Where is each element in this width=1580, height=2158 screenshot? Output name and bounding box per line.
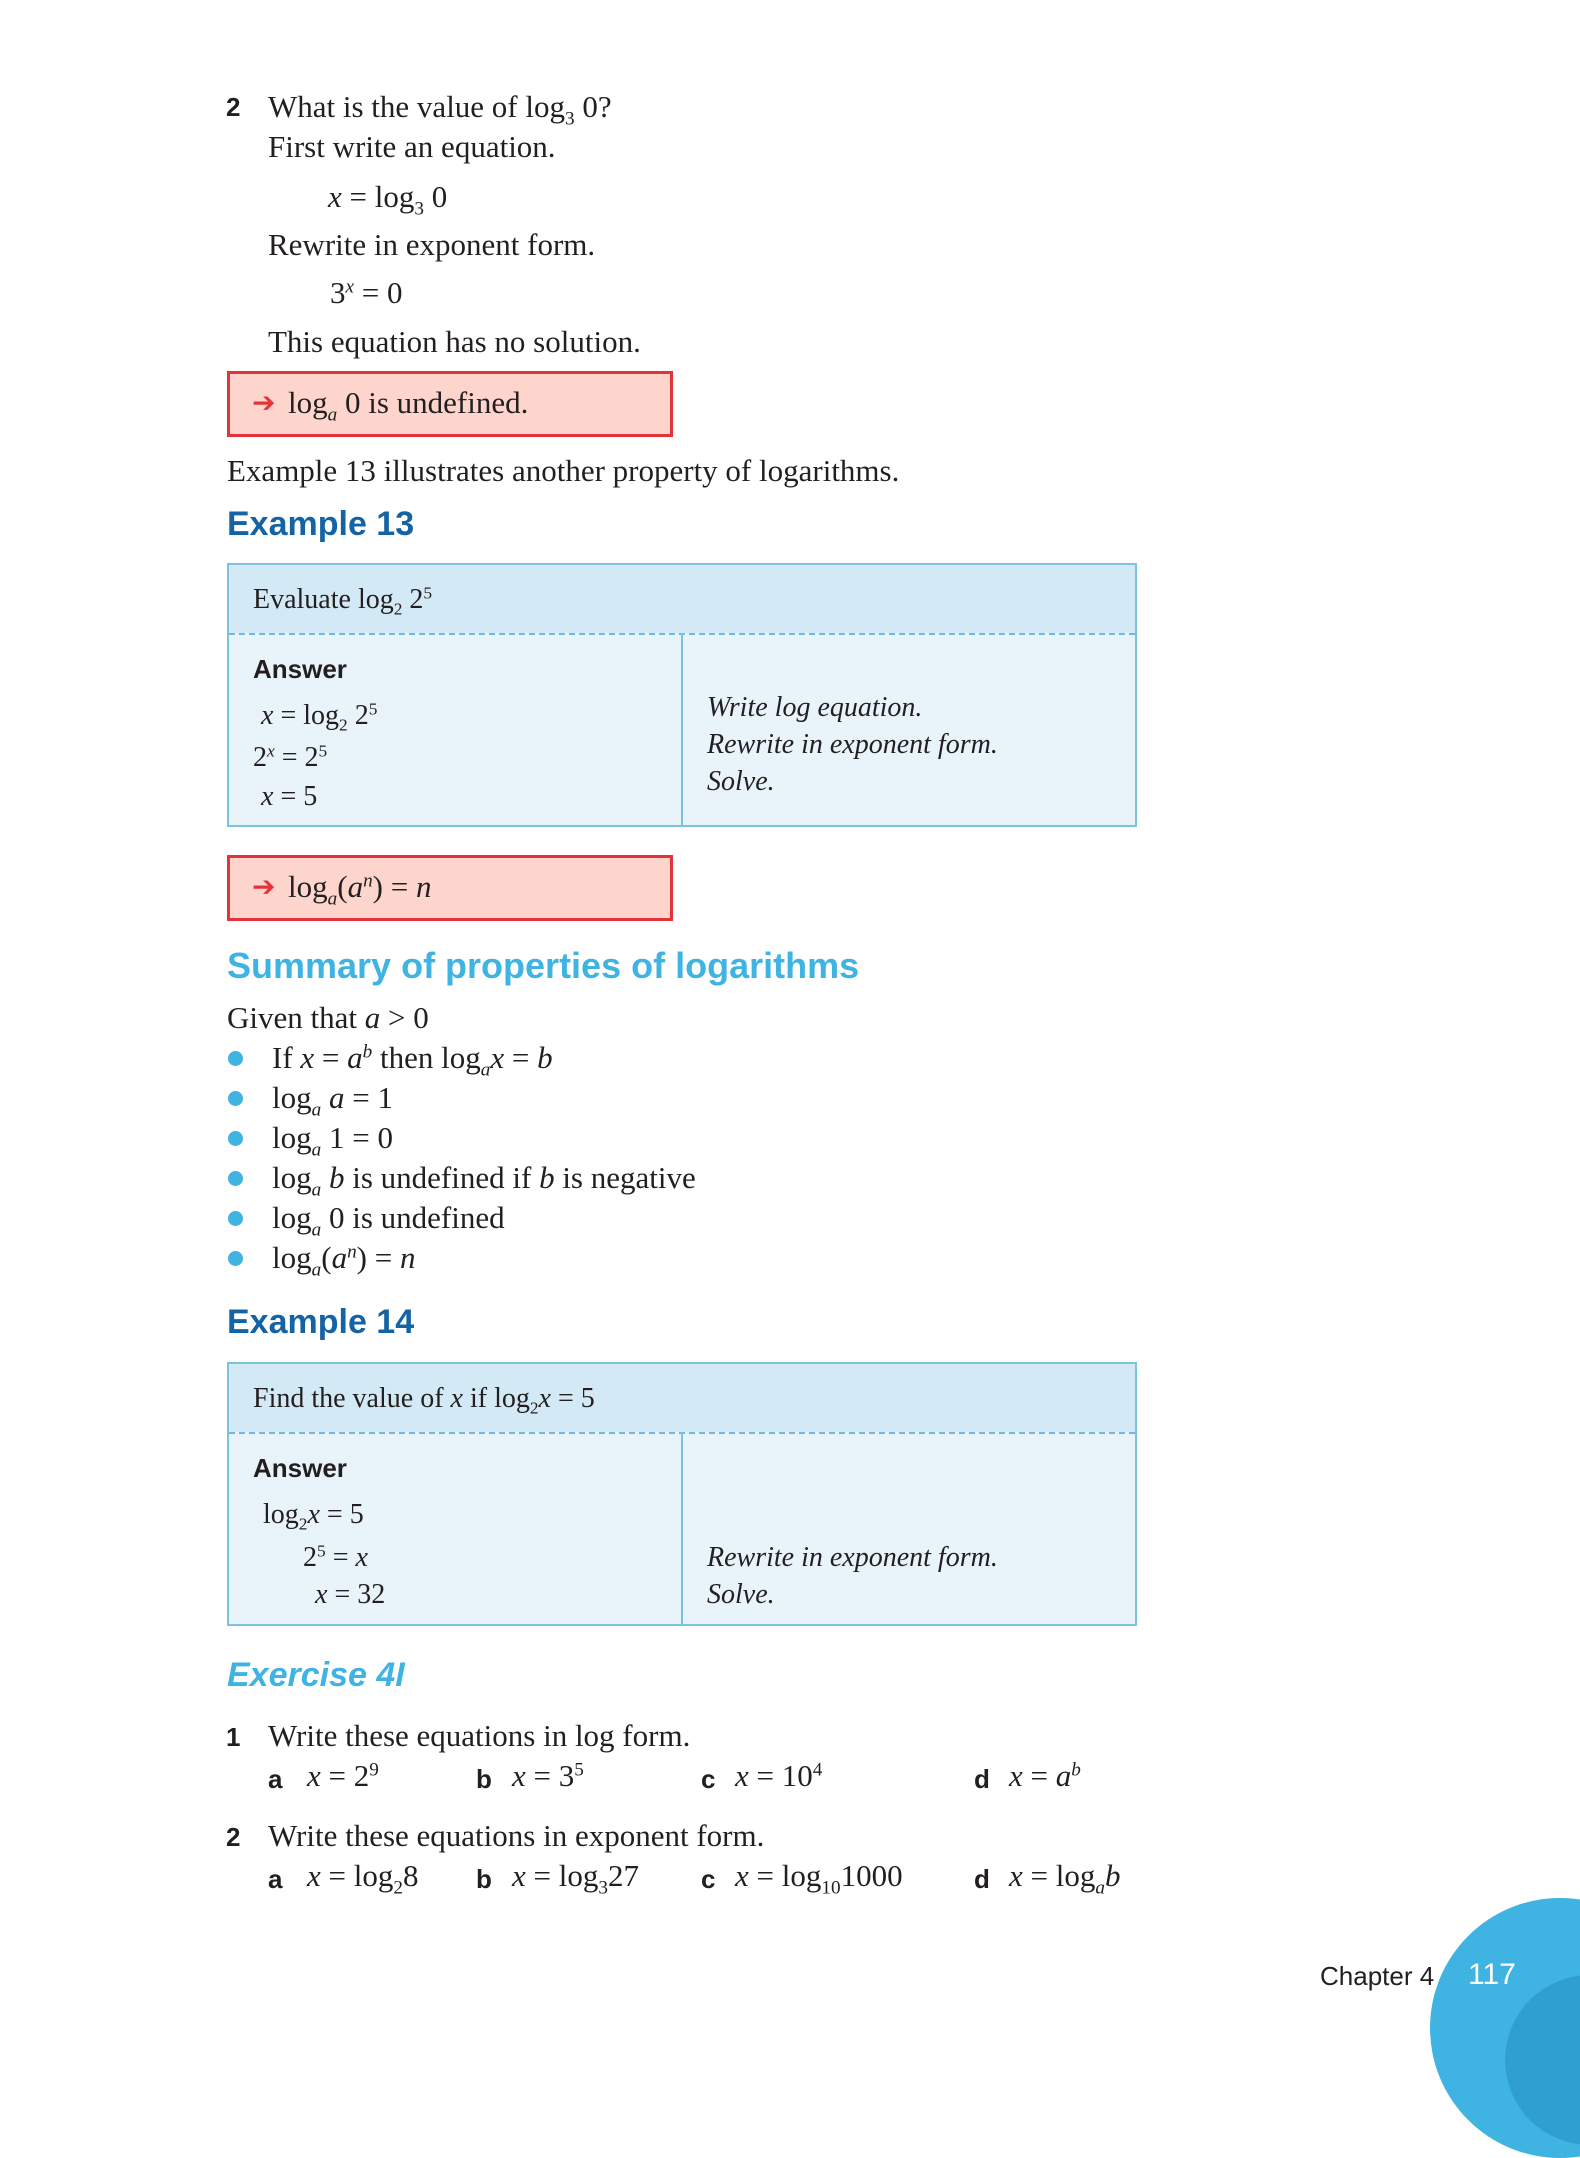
answer-step: x = 32	[315, 1579, 386, 1610]
example-question: Evaluate $\log_2 2^5$	[253, 583, 433, 619]
property-item: $\log_a 0$ is undefined	[272, 1200, 505, 1241]
bullet-icon	[228, 1171, 243, 1186]
conclusion-text: This equation has no solution.	[268, 324, 641, 359]
answer-step: $x = \log_2 2^5$	[261, 699, 378, 735]
exercise-part: $x = \log_327$	[512, 1858, 639, 1899]
explanation-note: Solve.	[707, 766, 775, 797]
answer-step: $2^x = 2^5$	[253, 741, 328, 773]
property-item: If $x = a^b$ then $\log_ax = b$	[272, 1040, 553, 1081]
arrow-right-icon: ➔	[252, 870, 276, 903]
example-heading: Example 13	[227, 505, 415, 543]
column-divider	[681, 1432, 683, 1626]
bullet-icon	[228, 1251, 243, 1266]
log-equation: $x = \log_3 0$	[328, 179, 448, 220]
exercise-heading: Exercise 4I	[227, 1656, 405, 1694]
exponent-equation: $3^x = 0$	[330, 275, 403, 310]
property-item: $\log_a b$ is undefined if b is negative	[272, 1160, 696, 1201]
bullet-icon	[228, 1051, 243, 1066]
property-item: $\log_a a = 1$	[272, 1080, 393, 1121]
property-item: $\log_a(a^n) = n$	[272, 1240, 416, 1281]
exercise-part: $x = 10^4$	[735, 1758, 823, 1793]
bullet-icon	[228, 1211, 243, 1226]
explanation-note: Rewrite in exponent form.	[707, 729, 998, 760]
given-text: Given that a > 0	[227, 1000, 429, 1035]
instruction-text: Rewrite in exponent form.	[268, 227, 596, 262]
exercise-part: $x = a^b$	[1009, 1758, 1081, 1793]
explanation-note: Write log equation.	[707, 692, 923, 723]
page-number: 117	[1468, 1958, 1516, 1991]
question-number: 2	[226, 1822, 241, 1852]
part-label: c	[701, 1764, 716, 1794]
part-label: d	[974, 1764, 990, 1794]
exercise-question: Write these equations in exponent form.	[268, 1818, 765, 1853]
exercise-part: $x = 2^9$	[307, 1758, 379, 1793]
exercise-part: $x = \log_ab$	[1009, 1858, 1121, 1899]
example-box	[227, 563, 1137, 827]
question-number: 2	[226, 92, 241, 122]
bullet-icon	[228, 1131, 243, 1146]
answer-step: x = 5	[261, 781, 318, 812]
part-label: a	[268, 1764, 283, 1794]
column-divider	[681, 633, 683, 827]
key-point-text: $\log_a 0$ is undefined.	[288, 385, 529, 426]
instruction-text: First write an equation.	[268, 129, 556, 164]
key-point-box	[227, 371, 673, 437]
example-question: Find the value of x if $\log_2x = 5$	[253, 1383, 595, 1418]
answer-step: $\log_2x = 5$	[263, 1499, 364, 1534]
answer-step: $2^5 = x$	[303, 1541, 368, 1573]
chapter-label: Chapter 4	[1320, 1961, 1435, 1991]
exercise-question: Write these equations in log form.	[268, 1718, 691, 1753]
part-label: a	[268, 1864, 283, 1894]
exercise-part: $x = 3^5$	[512, 1758, 584, 1793]
part-label: d	[974, 1864, 990, 1894]
section-heading: Summary of properties of logarithms	[227, 945, 860, 986]
key-point-text: $\log_a(a^n) = n$	[288, 869, 432, 910]
question-title: What is the value of $\log_3 0$?	[268, 89, 612, 130]
question-number: 1	[226, 1722, 241, 1752]
intro-text: Example 13 illustrates another property of logarithms.	[227, 453, 900, 488]
key-point-box	[227, 855, 673, 921]
explanation-note: Rewrite in exponent form.	[707, 1542, 998, 1573]
arrow-right-icon: ➔	[252, 386, 276, 419]
exercise-part: $x = \log_{10}1000$	[735, 1858, 903, 1899]
exercise-part: $x = \log_28$	[307, 1858, 419, 1899]
answer-label: Answer	[253, 1453, 347, 1483]
part-label: b	[476, 1764, 492, 1794]
part-label: b	[476, 1864, 492, 1894]
example-heading: Example 14	[227, 1303, 415, 1341]
example-box	[227, 1362, 1137, 1626]
bullet-icon	[228, 1091, 243, 1106]
answer-label: Answer	[253, 654, 347, 684]
part-label: c	[701, 1864, 716, 1894]
explanation-note: Solve.	[707, 1579, 775, 1610]
property-item: $\log_a 1 = 0$	[272, 1120, 393, 1161]
